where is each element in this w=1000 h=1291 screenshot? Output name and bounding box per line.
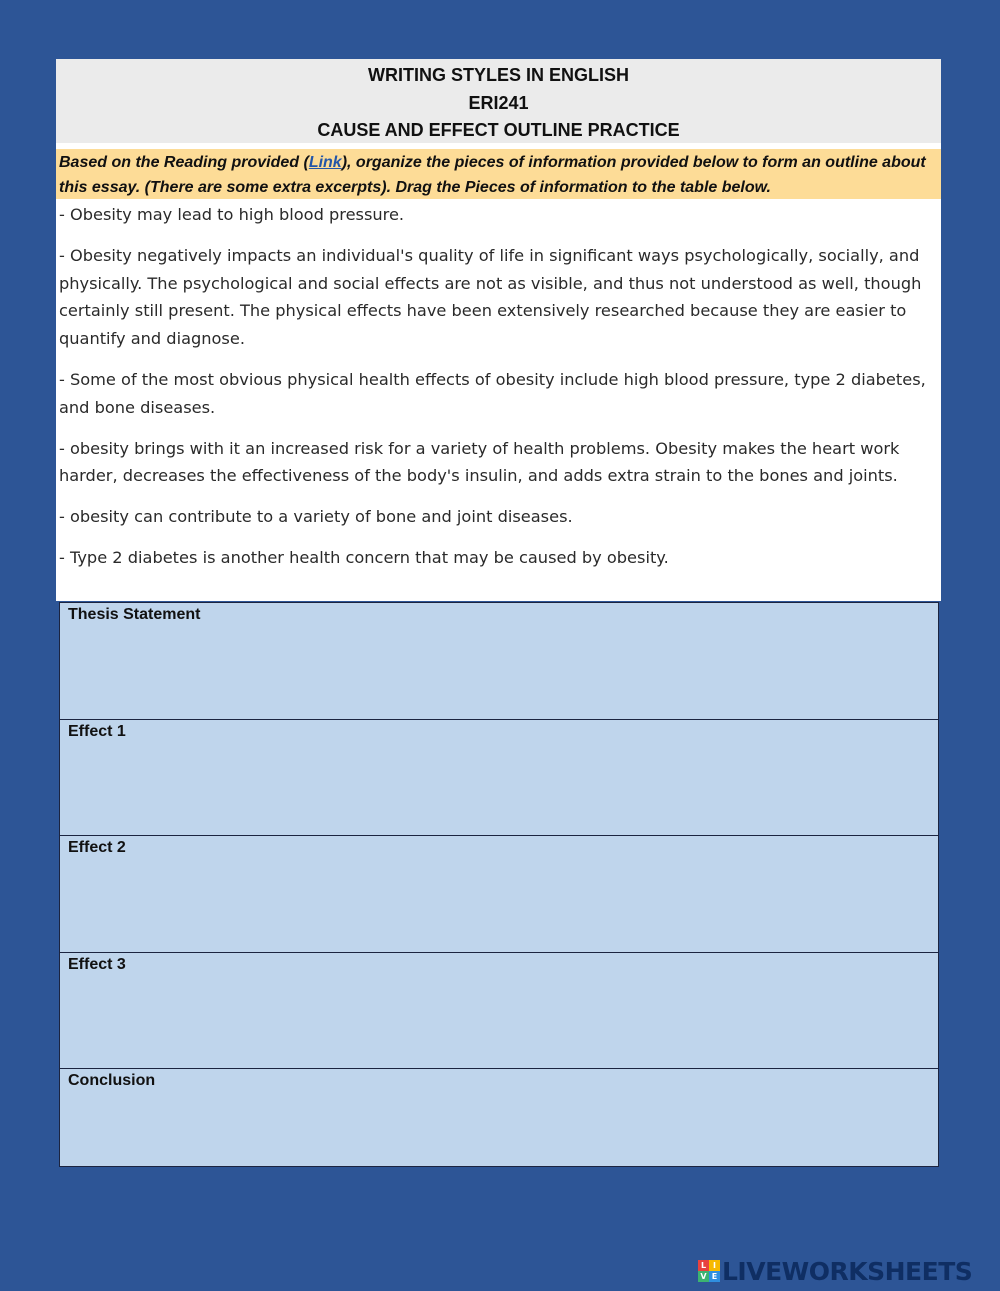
- logo-tile: E: [709, 1271, 720, 1282]
- effect-1-drop-zone[interactable]: [60, 720, 938, 836]
- effect-2-label: Effect 2: [68, 839, 126, 856]
- reading-link[interactable]: Link: [308, 154, 342, 171]
- conclusion-label: Conclusion: [68, 1072, 156, 1089]
- instructions-text-start: Based on the Reading provided (: [59, 154, 309, 171]
- logo-tile: L: [698, 1260, 709, 1271]
- draggable-excerpt[interactable]: - Some of the most obvious physical health effects of obesity include high blood pressure, type 2 diabetes, and bone diseases.: [59, 369, 926, 417]
- liveworksheets-logo-icon: [698, 1260, 720, 1282]
- worksheet: [56, 59, 941, 601]
- excerpt-pool: [56, 199, 941, 601]
- worksheet-header: [56, 59, 941, 143]
- instructions: [56, 149, 941, 199]
- draggable-excerpt[interactable]: - Obesity negatively impacts an individual's quality of life in significant ways psychologically, socially, and physically. The psychological and social effects are not as visible, and thus not understood as well, though certainly still present. The physical effects have been extensively researched because they are easier to quantify and diagnose.: [59, 246, 922, 348]
- logo-wordmark: LIVEWORKSHEETS: [722, 1256, 973, 1286]
- course-code: ERI241: [468, 92, 529, 113]
- liveworksheets-logo: [698, 1257, 972, 1285]
- conclusion-drop-zone[interactable]: [60, 1069, 938, 1166]
- worksheet-title: CAUSE AND EFFECT OUTLINE PRACTICE: [317, 120, 680, 140]
- effect-1-label: Effect 1: [68, 723, 126, 740]
- draggable-excerpt[interactable]: - Type 2 diabetes is another health concern that may be caused by obesity.: [59, 548, 669, 568]
- effect-3-drop-zone[interactable]: [60, 953, 938, 1069]
- outline-table: [59, 602, 939, 1167]
- draggable-excerpt[interactable]: - Obesity may lead to high blood pressure.: [59, 205, 405, 224]
- draggable-excerpt[interactable]: - obesity can contribute to a variety of bone and joint diseases.: [59, 507, 573, 527]
- logo-tile: V: [698, 1271, 709, 1282]
- course-title: WRITING STYLES IN ENGLISH: [367, 65, 629, 85]
- logo-tile: I: [709, 1260, 720, 1271]
- effect-2-drop-zone[interactable]: [60, 836, 938, 953]
- instructions-text-end: ), organize the pieces of information provided below to form an outline about this essay. (There are some extra excerpts). Drag the Pieces of information to the table below.: [59, 154, 926, 196]
- thesis-label: Thesis Statement: [68, 606, 201, 623]
- draggable-excerpt[interactable]: - obesity brings with it an increased risk for a variety of health problems. Obesity makes the heart work harder, decreases the effectiveness of the body's insulin, and adds extra strain to the bones and joints.: [59, 438, 900, 486]
- effect-3-label: Effect 3: [68, 956, 126, 973]
- thesis-drop-zone[interactable]: [60, 603, 938, 720]
